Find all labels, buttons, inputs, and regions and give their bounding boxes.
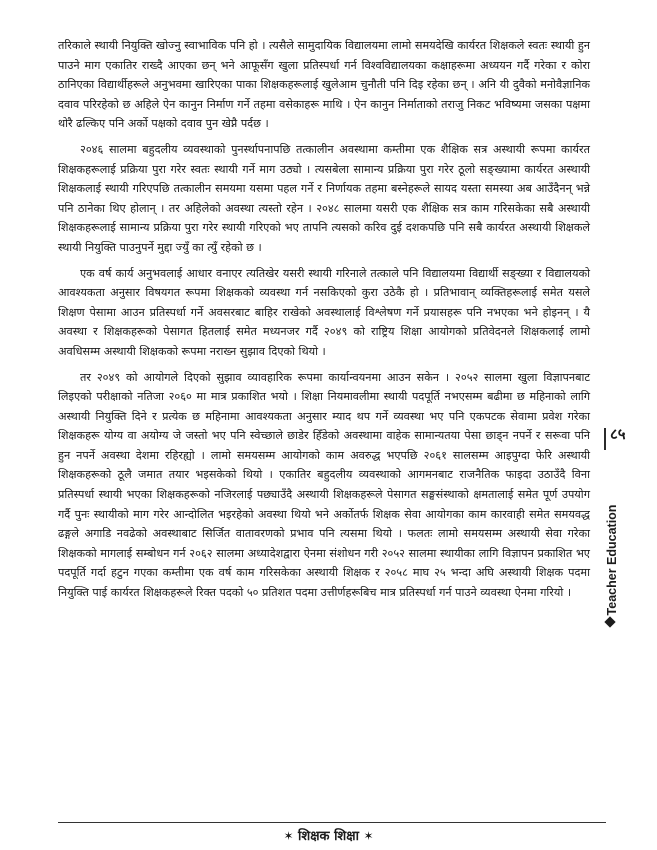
star-icon-left: ✶ — [283, 829, 294, 843]
paragraph-1: तरिकाले स्थायी नियुक्ति खोज्नु स्वाभाविक पनि हो । त्यसैले सामुदायिक विद्यालयमा लामो समयदेखि कार्यरत शिक्षकले स्वतः स्थायी हुन पाउने माग एकातिर राख्दै आएका छन् भने आफूसँग खुला प्रतिस्पर्धा गर्न विश्वविद्यालयका कक्षाहरूमा अध्ययन गर्दै गरेका र कोरा ठानिएका विद्यार्थीहरूले अनुभवमा खारिएका पाका शिक्षकहरूलाई खुलेआम चुनौती पनि दिइ रहेका छन् । अनि यी दुवैको मनोवैज्ञानिक दवाव परिरहेको छ अहिले ऐन कानुन निर्माण गर्ने तहमा वसेकाहरू माथि । ऐन कानुन निर्माताको तराजु निकट भविष्यमा जसका पक्षमा थोरै ढल्किए पनि अर्को पक्षको दवाव पुन खेप्नै पर्दछ । — [58, 39, 590, 131]
paragraph-4: तर २०४९ को आयोगले दिएको सुझाव व्यावहारिक रूपमा कार्यान्वयनमा आउन सकेन । २०५२ सालमा खुला विज्ञापनबाट लिइएको परीक्षाको नतिजा २०६० मा मात्र प्रकाशित भयो । शिक्षा नियमावलीमा स्थायी पदपूर्ति नभएसम्म बढीमा छ महिनाको लागि अस्थायी नियुक्ति दिने र प्रत्येक छ महिनामा आवश्यकता अनुसार म्याद थप गर्ने व्यवस्था भए पनि एकपटक सेवामा प्रवेश गरेका शिक्षकहरू योग्य वा अयोग्य जे जस्तो भए पनि स्वेच्छाले छाडेर हिँडेको अवस्थामा वाहेक सामान्यतया पेसा छाड्न नपर्ने र सरूवा पनि हुन नपर्ने अवस्था देशमा रहिरह्यो । लामो समयसम्म आयोगको काम अवरुद्ध भएपछि २०६१ सालसम्म आइपुग्दा फेरि अस्थायी शिक्षकहरूको ठूलै जमात तयार भइसकेको थियो । एकातिर बहुदलीय व्यवस्थाको आगमनबाट राजनैतिक फाइदा उठाउँदै विना प्रतिस्पर्धा स्थायी भएका शिक्षकहरूको नजिरलाई पछ्याउँदै अस्थायी शिक्षकहरूले पेसागत सङ्घसंस्थाको क्षमतालाई समेत पूर्ण उपयोग गर्दै पुनः स्थायीको माग गरेर आन्दोलित भइरहेको अवस्था थियो भने अर्कोतर्फ शिक्षक सेवा आयोगका काम कारवाही समेत समयवद्ध ढङ्गले अगाडि नवढेको अवस्थाबाट सिर्जित वातावरणको प्रभाव पनि त्यसमा थियो । फलतः लामो समयसम्म अस्थायी सेवा गरेका शिक्षकको मागलाई सम्बोधन गर्न २०६२ सालमा अध्यादेशद्वारा ऐनमा संशोधन गरी २०५२ सालमा स्थायीका लागि विज्ञापन प्रकाशित भए पदपूर्ति गर्दा हटुन गएका कम्तीमा एक वर्ष काम गरिसकेका अस्थायी शिक्षक र २०५८ माघ २५ भन्दा अघि अस्थायी शिक्षक पदमा नियुक्ति पाई कार्यरत शिक्षकहरूले रिक्त पदको ५० प्रतिशत पदमा उत्तीर्णहरूबिच मात्र प्रतिस्पर्धा गर्न पाउने व्यवस्था ऐनमा गरियो । — [58, 370, 590, 600]
footer — [0, 826, 657, 844]
diamond-icon — [604, 616, 615, 627]
star-icon-right: ✶ — [363, 829, 374, 843]
footer-rule — [58, 822, 606, 823]
footer-title: शिक्षक शिक्षा — [298, 829, 359, 844]
page-number-rule — [604, 428, 606, 450]
body-text — [58, 36, 590, 609]
paragraph-2: २०४६ सालमा बहुदलीय व्यवस्थाको पुनर्स्थापनापछि तत्कालीन अवस्थामा कम्तीमा एक शैक्षिक सत्र अस्थायी रूपमा कार्यरत शिक्षकहरूलाई प्रक्रिया पुरा गरेर स्वतः स्थायी गर्ने माग उठ्यो । त्यसबेला सामान्य प्रक्रिया पुरा गरेर ठूलो सङ्ख्यामा कार्यरत अस्थायी शिक्षकलाई स्थायी गरिएपछि तत्कालीन समयमा यसमा पहल गर्ने र निर्णायक तहमा बस्नेहरूले सायद यस्ता समस्या अब आउँदैनन् भन्ने पनि ठानेका थिए होलान् । तर अहिलेको अवस्था त्यस्तो रहेन । २०४८ सालमा यसरी एक शैक्षिक सत्र काम गरिसकेका सबै अस्थायी शिक्षकहरूलाई सामान्य प्रक्रिया पुरा गरेर स्थायी गरिएको भए तापनि त्यसको करिव दुई दशकपछि पनि सबै कार्यरत अस्थायी शिक्षकले स्थायी नियुक्ति पाउनुपर्ने मुद्दा ज्युँ का त्युँ रहेको छ । — [58, 142, 590, 254]
paragraph-3: एक वर्ष कार्य अनुभवलाई आधार वनाएर त्यतिखेर यसरी स्थायी गरिनाले तत्काले पनि विद्यालयमा विद्यार्थी सङ्ख्या र विद्यालयको आवश्यकता अनुसार विषयगत रूपमा शिक्षकको व्यवस्था गर्न नसकिएको कुरा उठेकै हो । प्रतिभावान् व्यक्तिहरूलाई समेत यसले शिक्षण पेसामा आउन प्रतिस्पर्धा गर्ने अवसरबाट बाहिर राखेको अवस्थालाई विश्लेषण गर्ने प्रयासहरू पनि नभएका भने होइनन् । यै अवस्था र शिक्षकहरूको पेसागत हितलाई समेत मध्यनजर गर्दै २०४९ को राष्ट्रिय शिक्षा आयोगको प्रतिवेदनले शिक्षकलाई लामो अवधिसम्म अस्थायी शिक्षकको रूपमा नराख्न सुझाव दिएको थियो । — [58, 266, 590, 358]
section-label: Teacher Education — [605, 504, 619, 616]
page-number: ८५ — [610, 425, 626, 443]
